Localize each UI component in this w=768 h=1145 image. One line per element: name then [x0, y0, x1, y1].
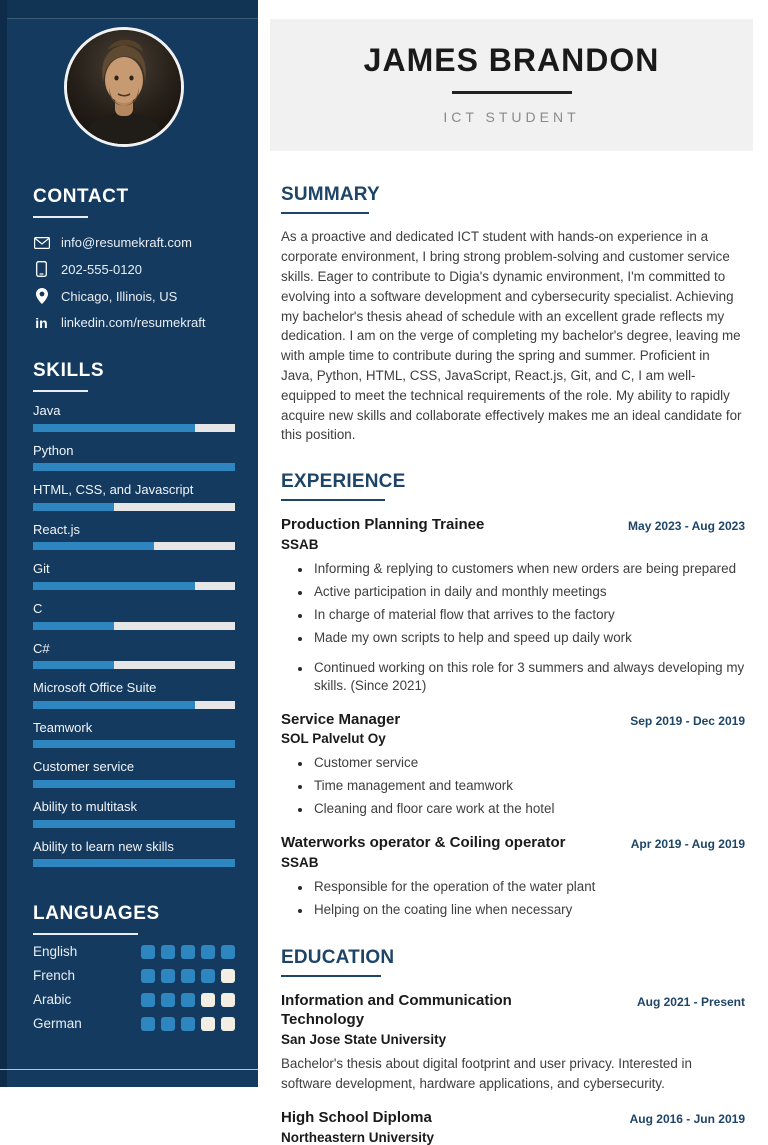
job-bullet: • Made my own scripts to help and speed up daily work	[312, 629, 745, 648]
skill-item	[33, 720, 235, 749]
education-section	[281, 947, 745, 1144]
skill-item	[33, 601, 235, 630]
name-underline	[452, 91, 572, 94]
skill-bar-fill	[33, 463, 235, 471]
page-break-line	[0, 1069, 258, 1070]
job-dates: Apr 2019 - Aug 2019	[630, 836, 745, 851]
education-school: Northeastern University	[281, 1129, 435, 1145]
language-item	[33, 944, 235, 959]
job-bullet: • In charge of material flow that arrives to the factory	[312, 606, 745, 625]
skill-bar-track	[33, 701, 235, 709]
skill-item	[33, 482, 235, 511]
language-level-dot	[181, 993, 195, 1007]
job-header-left	[281, 834, 565, 870]
sidebar-left-edge	[0, 0, 7, 1087]
skill-bar-track	[33, 503, 235, 511]
language-level-dot	[201, 969, 215, 983]
language-label: Arabic	[33, 992, 72, 1008]
location-icon	[33, 288, 50, 304]
skills-heading: SKILLS	[33, 360, 105, 381]
contact-text: Chicago, Illinois, US	[61, 288, 178, 304]
summary-text: As a proactive and dedicated ICT student with hands-on experience in a corporate environment, I bring strong problem-solving and customer service skills. Eager to contribute to Digia's dynamic environment, I'm committed to evolving into a software development and cybersecurity specialist. Achieving my bachelor's thesis ahead of schedule with an excellent grade reflects my dedication. I am on the verge of completing my bachelor's degree, leaving me with ample time to contribute during the spring and summer. Proficient in Java, Python, HTML, CSS, JavaScript, React.js, Git, and C, I am well-equipped to meet the technical requirements of the role. My ability to rapidly acquire new skills and collaborate effectively makes me an ideal candidate for this position.	[281, 229, 742, 443]
contact-heading-rule	[33, 216, 88, 218]
language-level-dots	[141, 969, 235, 983]
skill-item	[33, 839, 235, 868]
language-level-dots	[141, 945, 235, 959]
job-title: Service Manager	[281, 710, 401, 728]
skill-bar-fill	[33, 820, 235, 828]
education-header-left	[281, 1109, 434, 1145]
skill-bar-track	[33, 780, 235, 788]
language-label: German	[33, 1016, 82, 1032]
person-name: JAMES BRANDON	[363, 42, 660, 78]
language-level-dot	[221, 1017, 235, 1031]
skill-label: Microsoft Office Suite	[33, 680, 157, 696]
skill-item	[33, 561, 235, 590]
language-level-dot	[221, 945, 235, 959]
skills-list	[33, 403, 235, 867]
skill-label: React.js	[33, 521, 80, 537]
experience-section	[281, 471, 745, 919]
language-level-dots	[141, 993, 235, 1007]
language-level-dot	[141, 945, 155, 959]
skill-bar-fill	[33, 780, 235, 788]
skill-label: Teamwork	[33, 719, 93, 735]
skill-label: Ability to multitask	[33, 798, 138, 814]
job-dates: Sep 2019 - Dec 2019	[630, 713, 745, 728]
skill-bar-track	[33, 661, 235, 669]
skill-bar-fill	[33, 740, 235, 748]
job-header-left	[281, 711, 400, 747]
language-level-dot	[161, 993, 175, 1007]
skill-bar-fill	[33, 582, 195, 590]
education-degree: High School Diploma	[281, 1108, 432, 1126]
job-entry	[281, 711, 745, 819]
job-bullet: • Informing & replying to customers when new orders are being prepared	[312, 560, 745, 579]
skill-bar-track	[33, 463, 235, 471]
skill-item	[33, 641, 235, 670]
contact-heading: CONTACT	[33, 186, 129, 207]
summary-heading-rule	[281, 212, 369, 214]
skill-label: C	[33, 600, 43, 616]
skill-bar-track	[33, 820, 235, 828]
skill-bar-track	[33, 424, 235, 432]
languages-list	[33, 944, 235, 1031]
profile-photo	[64, 27, 184, 147]
language-level-dots	[141, 1017, 235, 1031]
linkedin-icon: in	[35, 314, 48, 331]
job-company: SSAB	[281, 537, 319, 553]
experience-heading-rule	[281, 499, 385, 501]
skill-item	[33, 522, 235, 551]
skill-bar-fill	[33, 542, 154, 550]
skill-label: Ability to learn new skills	[33, 838, 174, 854]
job-bullet-list	[281, 754, 745, 819]
skill-item	[33, 443, 235, 472]
job-header	[281, 711, 745, 747]
skill-bar-track	[33, 582, 235, 590]
language-item	[33, 968, 235, 983]
contact-item	[33, 235, 235, 250]
language-level-dot	[201, 945, 215, 959]
language-level-dot	[221, 993, 235, 1007]
skill-bar-fill	[33, 503, 114, 511]
education-heading: EDUCATION	[281, 947, 395, 969]
education-header-left	[281, 992, 581, 1047]
skill-bar-fill	[33, 622, 114, 630]
skill-item	[33, 799, 235, 828]
job-bullet: • Cleaning and floor care work at the hotel	[312, 800, 745, 819]
job-bullet: • Customer service	[312, 754, 745, 773]
language-level-dot	[141, 993, 155, 1007]
job-entry	[281, 834, 745, 919]
language-level-dot	[201, 1017, 215, 1031]
skill-bar-fill	[33, 424, 195, 432]
language-label: English	[33, 944, 78, 960]
profile-photo-image	[67, 30, 181, 144]
language-level-dot	[161, 1017, 175, 1031]
language-level-dot	[181, 969, 195, 983]
language-item	[33, 992, 235, 1007]
sidebar	[0, 0, 258, 1087]
jobs-list	[281, 516, 745, 919]
skill-label: Python	[33, 442, 74, 458]
skill-bar-fill	[33, 859, 235, 867]
header-name-box	[270, 19, 753, 151]
sidebar-top-band	[0, 0, 258, 19]
job-title: Production Planning Trainee	[281, 516, 485, 534]
contact-text: 202-555-0120	[61, 261, 142, 277]
education-dates: Aug 2016 - Jun 2019	[629, 1111, 745, 1126]
person-role: ICT STUDENT	[443, 109, 580, 126]
skill-label: HTML, CSS, and Javascript	[33, 482, 194, 498]
language-level-dot	[201, 993, 215, 1007]
education-entry	[281, 1109, 745, 1145]
skill-label: Git	[33, 561, 50, 577]
education-degree: Information and Communication Technology	[281, 992, 512, 1028]
job-header-left	[281, 516, 484, 552]
skill-bar-track	[33, 542, 235, 550]
job-dates: May 2023 - Aug 2023	[628, 519, 745, 534]
job-bullet: • Time management and teamwork	[312, 777, 745, 796]
job-company: SSAB	[281, 854, 319, 870]
summary-section	[281, 184, 745, 445]
skill-bar-fill	[33, 661, 114, 669]
job-bullet: • Active participation in daily and monthly meetings	[312, 583, 745, 602]
job-bullet-list	[281, 560, 745, 696]
contact-item	[33, 315, 235, 330]
contact-text: info@resumekraft.com	[61, 235, 192, 250]
job-bullet: • Responsible for the operation of the water plant	[312, 878, 745, 897]
language-level-dot	[141, 969, 155, 983]
skill-label: Customer service	[33, 759, 135, 775]
education-header	[281, 1109, 745, 1145]
job-company: SOL Palvelut Oy	[281, 731, 386, 747]
language-item	[33, 1016, 235, 1031]
summary-heading: SUMMARY	[281, 184, 380, 206]
main-content	[258, 0, 768, 1145]
education-header	[281, 992, 745, 1047]
job-bullet: • Helping on the coating line when necessary	[312, 901, 745, 920]
phone-icon	[33, 261, 50, 277]
language-level-dot	[141, 1017, 155, 1031]
language-level-dot	[221, 969, 235, 983]
skill-item	[33, 403, 235, 432]
skill-label: Java	[33, 403, 61, 418]
job-header	[281, 516, 745, 552]
language-level-dot	[161, 945, 175, 959]
language-label: French	[33, 968, 76, 984]
skill-label: C#	[33, 640, 50, 656]
job-bullet: • Continued working on this role for 3 summers and always developing my skills. (Since 2021)	[312, 659, 745, 696]
languages-heading: LANGUAGES	[33, 903, 160, 925]
job-header	[281, 834, 745, 870]
skills-heading-rule	[33, 390, 88, 392]
skill-bar-fill	[33, 701, 195, 709]
contact-item	[33, 288, 235, 304]
education-school: San Jose State University	[281, 1031, 447, 1047]
contact-list	[33, 235, 235, 330]
language-level-dot	[181, 945, 195, 959]
email-icon	[33, 237, 50, 249]
contact-text: linkedin.com/resumekraft	[61, 315, 206, 330]
contact-item	[33, 261, 235, 277]
language-level-dot	[181, 1017, 195, 1031]
skills-section	[0, 360, 258, 867]
education-heading-rule	[281, 975, 381, 977]
contact-section	[0, 186, 258, 330]
skill-bar-track	[33, 859, 235, 867]
education-dates: Aug 2021 - Present	[636, 995, 745, 1010]
skill-bar-track	[33, 740, 235, 748]
skill-item	[33, 680, 235, 709]
job-entry	[281, 516, 745, 695]
skill-bar-track	[33, 622, 235, 630]
language-level-dot	[161, 969, 175, 983]
education-list	[281, 992, 745, 1144]
job-bullet-list	[281, 878, 745, 920]
job-title: Waterworks operator & Coiling operator	[281, 833, 566, 851]
languages-heading-rule	[33, 933, 138, 935]
languages-section	[0, 903, 258, 1031]
experience-heading: EXPERIENCE	[281, 471, 406, 493]
education-entry	[281, 992, 745, 1094]
skill-item	[33, 759, 235, 788]
education-description: Bachelor's thesis about digital footprint and user privacy. Interested in software development, hardware applications, and cybersecurity.	[281, 1055, 692, 1091]
